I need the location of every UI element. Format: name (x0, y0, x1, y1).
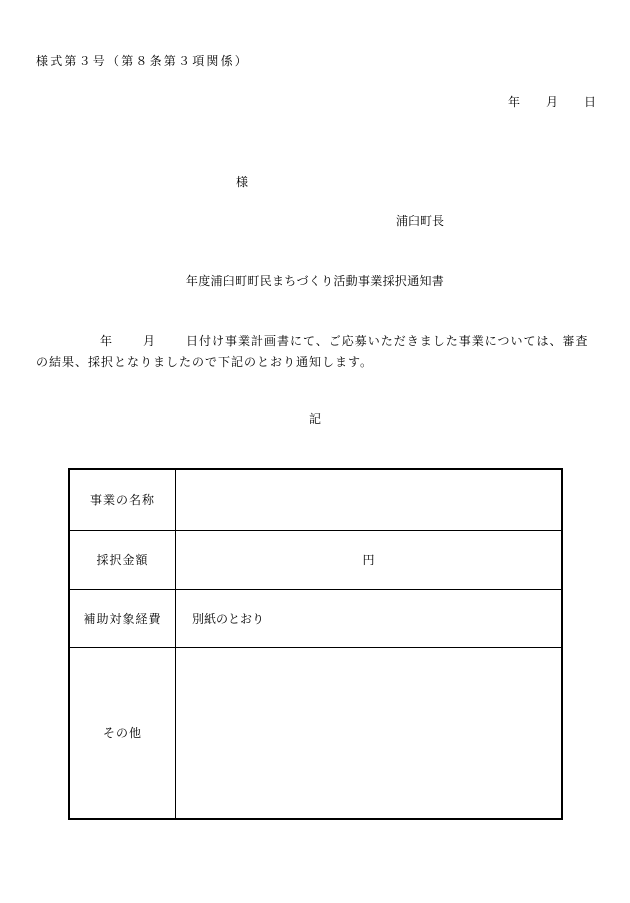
other-value (176, 647, 563, 819)
project-name-label: 事業の名称 (69, 469, 176, 530)
amount-label: 採択金額 (69, 530, 176, 589)
details-table (68, 468, 563, 820)
table-row-other (69, 647, 562, 819)
other-label: その他 (69, 647, 176, 819)
table-row-project-name (69, 469, 562, 530)
body-text: 日付け事業計画書にて、ご応募いただきました事業については、審査の結果、採択となりましたので下記のとおり通知します。 (36, 334, 589, 369)
issuer-name: 浦臼町長 (396, 214, 445, 228)
expenses-label: 補助対象経費 (69, 589, 176, 647)
date-day-label: 日 (583, 95, 596, 109)
table-row-expenses (69, 589, 562, 647)
expenses-value: 別紙のとおり (176, 589, 563, 647)
amount-value: 円 (176, 530, 563, 589)
addressee-suffix: 様 (236, 175, 249, 189)
date-month-label: 月 (545, 95, 558, 109)
body-month-label: 月 (143, 334, 157, 348)
ki-heading: 記 (308, 412, 321, 426)
body-paragraph (36, 331, 596, 373)
date-year-label: 年 (507, 95, 520, 109)
project-name-value (176, 469, 563, 530)
date-line (508, 93, 596, 110)
table-row-amount (69, 530, 562, 589)
body-year-label: 年 (100, 334, 114, 348)
form-number: 様式第３号（第８条第３項関係） (36, 54, 250, 68)
document-title: 年度浦臼町町民まちづくり活動事業採択通知書 (185, 274, 445, 288)
